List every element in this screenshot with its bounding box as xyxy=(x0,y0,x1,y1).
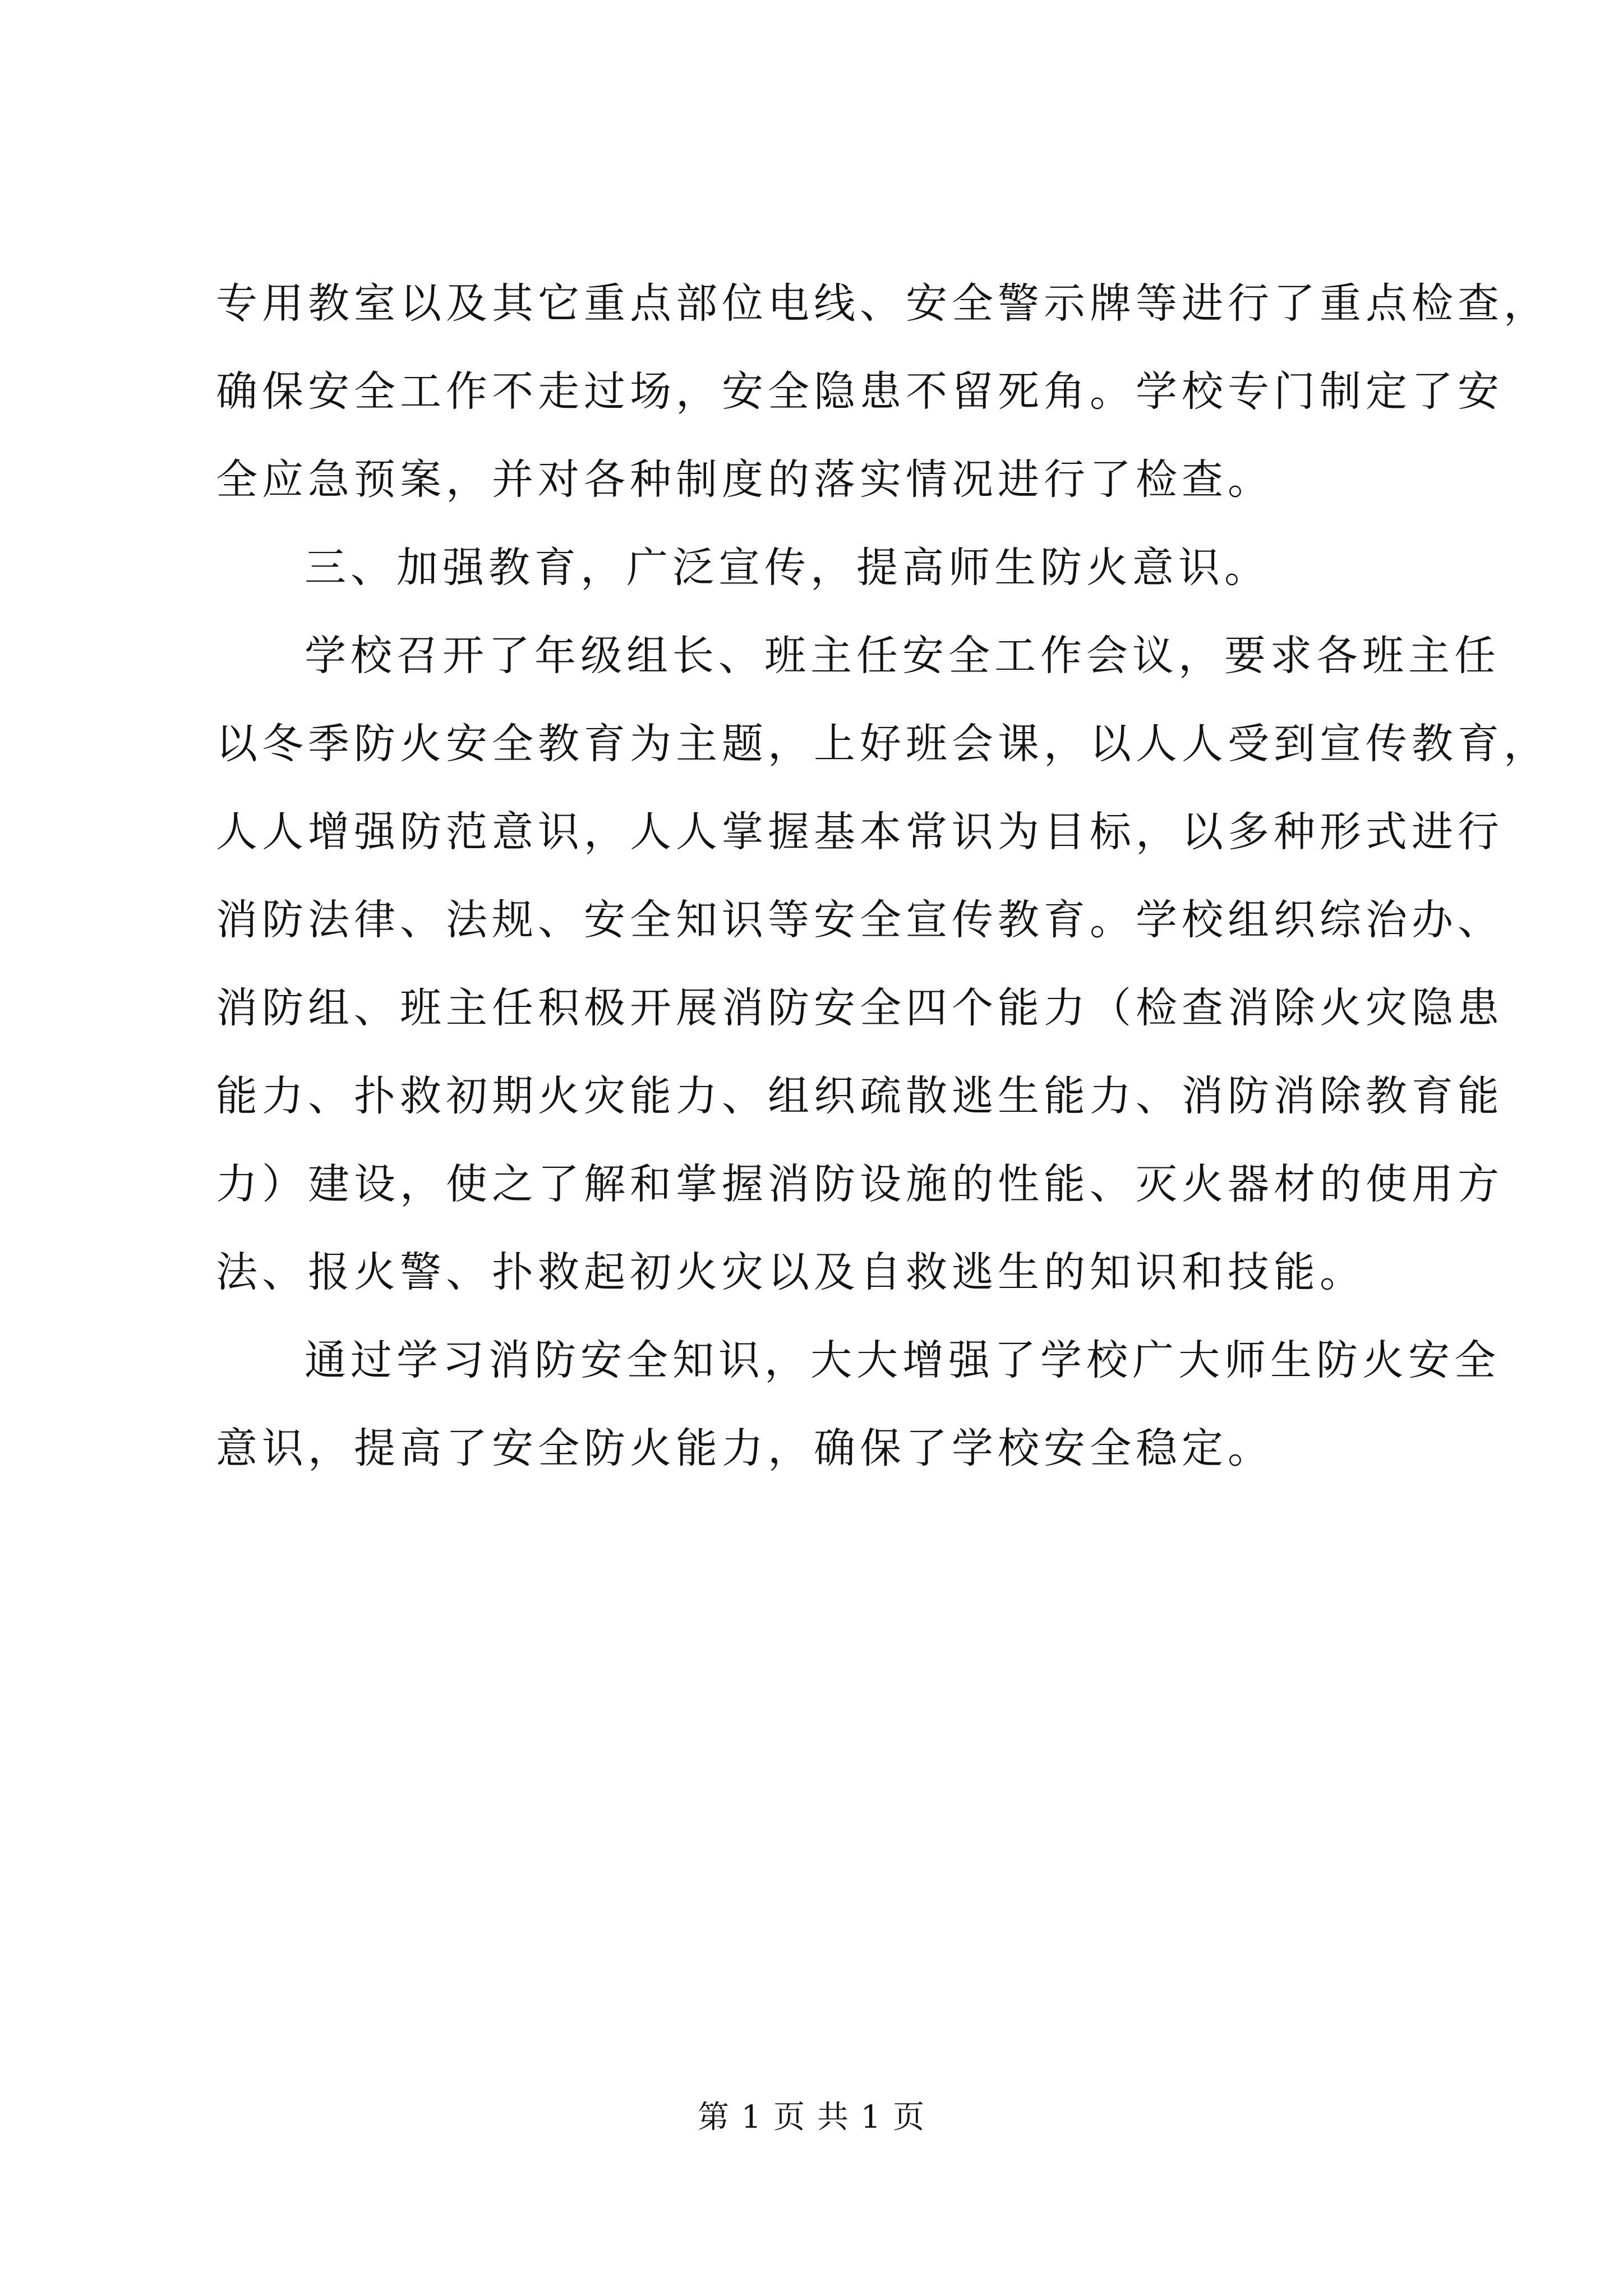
paragraph-line: 消防法律、法规、安全知识等安全宣传教育。学校组织综治办、 xyxy=(216,896,1504,944)
paragraph-line: 通过学习消防安全知识，大大增强了学校广大师生防火安全 xyxy=(305,1336,1500,1384)
paragraph-line: 人人增强防范意识，人人掌握基本常识为目标，以多种形式进行 xyxy=(216,808,1504,856)
paragraph-line: 学校召开了年级组长、班主任安全工作会议，要求各班主任 xyxy=(305,632,1500,680)
paragraph-line: 确保安全工作不走过场，安全隐患不留死角。学校专门制定了安 xyxy=(216,367,1504,416)
paragraph-line: 力）建设，使之了解和掌握消防设施的性能、灭火器材的使用方 xyxy=(216,1160,1504,1208)
page-footer: 第 1 页 共 1 页 xyxy=(697,2099,926,2136)
paragraph-line: 以冬季防火安全教育为主题，上好班会课，以人人受到宣传教育， xyxy=(216,720,1550,768)
paragraph-line: 意识，提高了安全防火能力，确保了学校安全稳定。 xyxy=(216,1424,1274,1473)
paragraph-line: 法、报火警、扑救起初火灾以及自救逃生的知识和技能。 xyxy=(216,1248,1366,1296)
section-heading: 三、加强教育，广泛宣传，提高师生防火意识。 xyxy=(305,544,1270,592)
paragraph-line: 专用教室以及其它重点部位电线、安全警示牌等进行了重点检查， xyxy=(216,279,1550,328)
paragraph-line: 能力、扑救初期火灾能力、组织疏散逃生能力、消防消除教育能 xyxy=(216,1072,1504,1120)
paragraph-line: 全应急预案，并对各种制度的落实情况进行了检查。 xyxy=(216,455,1274,504)
document-body xyxy=(216,260,1550,1493)
paragraph-line: 消防组、班主任积极开展消防安全四个能力（检查消除火灾隐患 xyxy=(216,984,1504,1032)
